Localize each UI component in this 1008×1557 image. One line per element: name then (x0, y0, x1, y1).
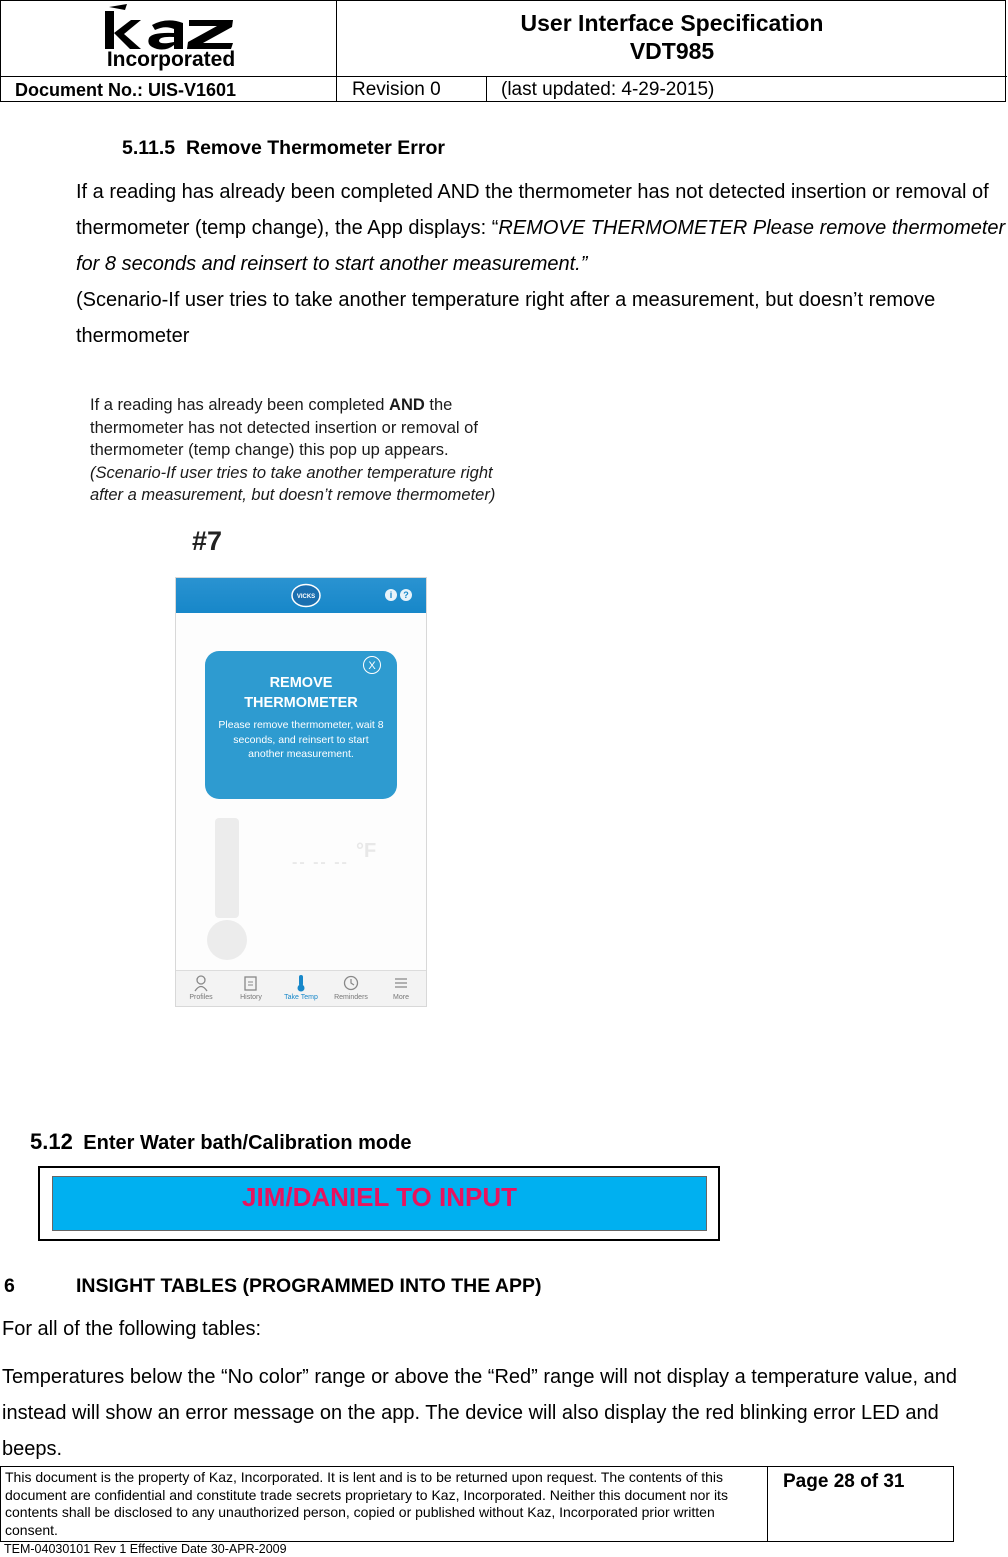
temperature-unit: °F (356, 840, 377, 862)
section-title: INSIGHT TABLES (PROGRAMMED INTO THE APP) (76, 1275, 542, 1297)
thermometer-graphic (206, 818, 248, 973)
nav-more[interactable] (376, 971, 426, 1007)
help-icon[interactable]: ? (400, 589, 412, 601)
menu-icon (393, 974, 409, 992)
nav-label: Profiles (189, 994, 213, 1001)
nav-label: Take Temp (284, 994, 318, 1001)
note-italic: (Scenario-If user tries to take another temperature right after a measurement, but doesn’t remove thermometer) (90, 463, 496, 504)
last-updated: (last updated: 4-29-2015) (501, 79, 715, 100)
note-text: If a reading has already been completed (90, 396, 390, 414)
vicks-logo (291, 583, 321, 608)
section-paragraph (76, 174, 1008, 354)
section-number: 5.11.5 (122, 137, 176, 159)
section-6-paragraph: Temperatures below the “No color” range or above the “Red” range will not display a temperature value, and instead will show an error message on the app. The device will also display the red blinking error LED and beeps. (2, 1366, 957, 1460)
history-icon (243, 974, 259, 992)
popup-title (205, 673, 397, 713)
placeholder-text: JIM/DANIEL TO INPUT (242, 1182, 517, 1212)
note-text: the thermometer has not detected insertion or removal of thermometer (temp change) this pop up appears. (90, 396, 478, 459)
section-heading-5-11-5 (122, 137, 445, 160)
thermometer-icon (293, 974, 309, 992)
document-title (337, 9, 1007, 65)
popup-title-line-2: THERMOMETER (244, 695, 358, 711)
nav-label: History (240, 994, 262, 1001)
section-number: 5.12 (30, 1129, 73, 1154)
document-number: Document No.: UIS-V1601 (15, 80, 237, 100)
popup-message: Please remove thermometer, wait 8 seconds, and reinsert to start another measurement. (218, 719, 384, 760)
temperature-value: -- -- -- (292, 854, 349, 871)
bottom-nav (176, 970, 426, 1007)
paragraph-scenario: (Scenario-If user tries to take another temperature right after a measurement, but doesn’t remove thermometer (76, 289, 936, 347)
paragraph-text: If a reading has already been completed AND the thermometer has not detected insertion or removal of thermometer (temp change), the App displays: “ (76, 181, 989, 239)
logo-incorporated: Incorporated (106, 48, 236, 71)
app-header-bar (176, 578, 426, 613)
section-6-intro: For all of the following tables: (2, 1318, 262, 1340)
section-number: 6 (4, 1275, 15, 1297)
title-line-2: VDT985 (629, 38, 715, 64)
nav-label: Reminders (334, 994, 368, 1001)
svg-text:VICKS: VICKS (296, 594, 316, 600)
app-screenshot (175, 577, 427, 1007)
note-bold: AND (389, 396, 425, 414)
document-header (0, 0, 1006, 102)
figure-number: #7 (192, 526, 223, 556)
nav-label: More (393, 994, 409, 1001)
section-title: Enter Water bath/Calibration mode (83, 1132, 412, 1154)
section-heading-6 (4, 1275, 542, 1298)
close-icon[interactable]: X (363, 656, 381, 674)
nav-history[interactable] (226, 971, 276, 1007)
calibration-placeholder (52, 1176, 707, 1231)
page-number: Page 28 of 31 (783, 1471, 905, 1492)
figure-note (90, 394, 530, 507)
confidentiality-notice: This document is the property of Kaz, Incorporated. It is lent and is to be returned upon request. The contents of this document are confidential and constitute trade secrets proprietary to Kaz, Incorporated. Neither this document nor its contents shall be disclosed to any unauthorized person, copied or published without Kaz, Incorporated prior written consent. (5, 1469, 728, 1538)
popup-title-line-1: REMOVE (269, 675, 333, 691)
clock-icon (343, 974, 359, 992)
template-id: TEM-04030101 Rev 1 Effective Date 30-APR-2009 (4, 1542, 287, 1556)
document-footer (0, 1466, 954, 1542)
profile-icon (193, 974, 209, 992)
nav-profiles[interactable] (176, 971, 226, 1007)
title-line-1: User Interface Specification (520, 10, 824, 36)
section-title: Remove Thermometer Error (185, 137, 445, 159)
nav-take-temp[interactable] (276, 971, 326, 1007)
section-heading-5-12 (30, 1129, 411, 1155)
paragraph-italic: REMOVE THERMOMETER Please remove thermometer for 8 seconds and reinsert to start another measurement.” (76, 217, 1006, 275)
info-icon[interactable]: i (385, 589, 397, 601)
nav-reminders[interactable] (326, 971, 376, 1007)
remove-thermometer-popup (205, 651, 397, 799)
revision: Revision 0 (352, 79, 441, 100)
